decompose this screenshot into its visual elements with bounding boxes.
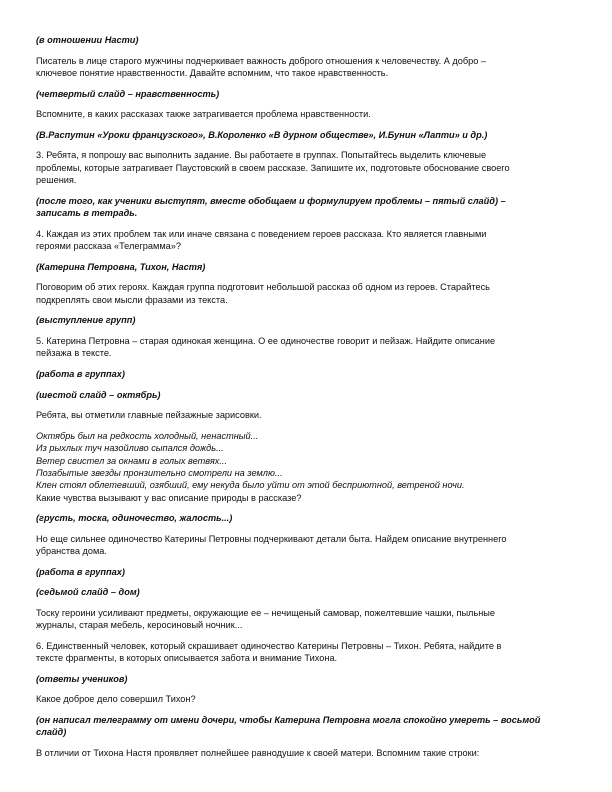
quote-line: Ветер свистел за окнами в голых ветвях... bbox=[36, 455, 228, 466]
paragraph-writer-goodness: Писатель в лице старого мужчины подчеркивает важность доброго отношения к человечеству. А добро – ключевое понятие нравственности. Давайте вспомним, что такое нравственность. bbox=[36, 55, 486, 78]
document-page bbox=[36, 34, 574, 768]
question-line: Какие чувства вызывают у вас описание природы в рассказе? bbox=[36, 492, 302, 503]
quote-line: Октябрь был на редкость холодный, ненастный... bbox=[36, 430, 259, 441]
landscape-quotes bbox=[36, 430, 574, 504]
note-slide-5: (после того, как ученики выступят, вместе обобщаем и формулируем проблемы – пятый слайд) – записать в тетрадь. bbox=[36, 195, 506, 219]
note-group-work-1: (работа в группах) bbox=[36, 368, 125, 379]
note-group-presentations: (выступление групп) bbox=[36, 315, 136, 326]
paragraph-task-3: 3. Ребята, я попрошу вас выполнить задание. Вы работаете в группах. Попытайтесь выделить ключевые проблемы, которые затрагивает Паустовский в своем рассказе. Запишите их, подготовьте обоснование своего решения. bbox=[36, 150, 510, 186]
paragraph-landscape-intro: Ребята, вы отметили главные пейзажные зарисовки. bbox=[36, 410, 262, 421]
paragraph-task-4: 4. Каждая из этих проблем так или иначе связана с поведением героев рассказа. Кто является главными героями рассказа «Телеграмма»? bbox=[36, 228, 487, 252]
note-telegram-slide-8: (он написал телеграмму от имени дочери, чтобы Катерина Петровна могла спокойно умереть – восьмой слайд) bbox=[36, 714, 541, 738]
note-slide-4: (четвертый слайд – нравственность) bbox=[36, 88, 220, 99]
note-story-examples: (В.Распутин «Уроки французского», В.Короленко «В дурном обществе», И.Бунин «Лапти» и др.) bbox=[36, 129, 488, 140]
paragraph-tikhon-question: Какое доброе дело совершил Тихон? bbox=[36, 694, 196, 705]
quote-line: Позабытые звезды пронзительно смотрели на землю... bbox=[36, 467, 283, 478]
paragraph-home-details: Но еще сильнее одиночество Катерины Петровны подчеркивают детали быта. Найдем описание внутреннего убранства дома. bbox=[36, 533, 507, 556]
paragraph-task-5: 5. Катерина Петровна – старая одинокая женщина. О ее одиночестве говорит и пейзаж. Найдите описание пейзажа в тексте. bbox=[36, 335, 496, 359]
note-slide-6: (шестой слайд – октябрь) bbox=[36, 389, 161, 400]
paragraph-nastya-indifference: В отличии от Тихона Настя проявляет полнейшее равнодушие к своей матери. Вспомним такие строки: bbox=[36, 747, 480, 758]
note-slide-7: (седьмой слайд – дом) bbox=[36, 587, 140, 598]
paragraph-task-6: 6. Единственный человек, который скрашивает одиночество Катерины Петровны – Тихон. Ребята, найдите в тексте фрагменты, в которых описывается забота и внимание Тихона. bbox=[36, 640, 502, 664]
note-feelings: (грусть, тоска, одиночество, жалость...) bbox=[36, 512, 233, 523]
quote-line: Из рыхлых туч назойливо сыпался дождь... bbox=[36, 443, 224, 454]
paragraph-group-heroes: Поговорим об этих героях. Каждая группа подготовит небольшой рассказ об одном из героев. Старайтесь подкреплять свои мысли фразами из текста. bbox=[36, 282, 490, 305]
quote-line: Клен стоял облетевший, озябший, ему некуда было уйти от этой бесприютной, ветреной ночи. bbox=[36, 480, 465, 491]
note-main-heroes: (Катерина Петровна, Тихон, Настя) bbox=[36, 261, 206, 272]
paragraph-morality-question: Вспомните, в каких рассказах также затрагивается проблема нравственности. bbox=[36, 109, 371, 120]
note-student-answers: (ответы учеников) bbox=[36, 673, 128, 684]
note-group-work-2: (работа в группах) bbox=[36, 566, 125, 577]
paragraph-home-objects: Тоску героини усиливают предметы, окружающие ее – нечищеный самовар, пожелтевшие чашки, пыльные журналы, старая мебель, керосиновый ночник... bbox=[36, 607, 495, 631]
note-about-nastya: (в отношении Насти) bbox=[36, 35, 139, 45]
